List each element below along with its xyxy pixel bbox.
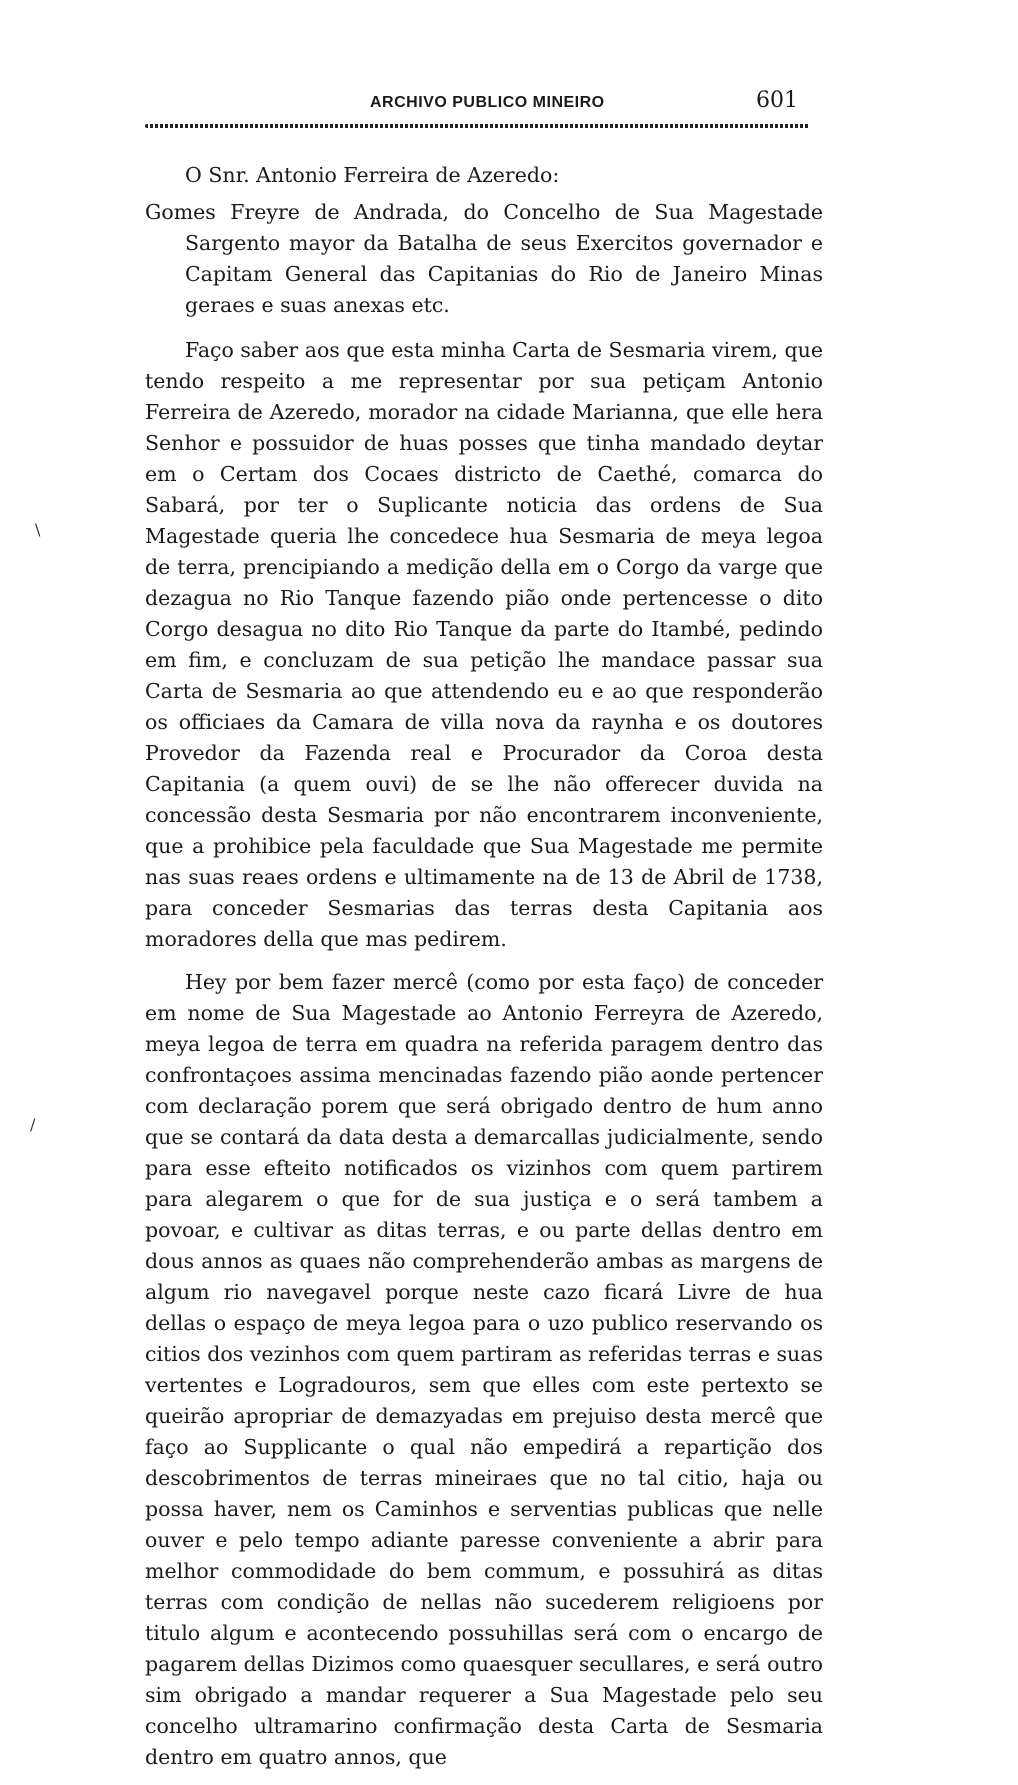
paragraph: Hey por bem fazer mercê (como por esta faço) de conceder em nome de Sua Magestade ao Antonio Ferreyra de Azeredo, meya legoa de terra em quadra na referida paragem dentro das confrontaçoes assima mencinadas fazendo pião aonde pertencer com declaração porem que será obrigado dentro de hum anno que se contará da data desta a demarcallas judicialmente, sendo para esse efteito notificados os vizinhos com quem partirem para alegarem o que for de sua justiça e o será tambem a povoar, e cultivar as ditas terras, e ou parte dellas dentro em dous annos as quaes não comprehenderão ambas as margens de algum rio navegavel porque neste cazo ficará Livre de hua dellas o espaço de meya legoa para o uzo publico reservando os citios dos vezinhos com quem partiram as referidas terras e suas vertentes e Logradouros, sem que elles com este pertexto se queirão apropriar de demazyadas em prejuiso desta mercê que faço ao Supplicante o qual não empedirá a repartição dos descobrimentos de terras mineiraes que no tal citio, haja ou possa haver, nem os Caminhos e serventias publicas que nelle ouver e pelo tempo adiante paresse conveniente a abrir para melhor commodidade do bem commum, e possuhirá as ditas terras com condição de nellas não sucederem religioens por titulo algum e acontecendo possuhillas será com o encargo de pagarem dellas Dizimos como quaesquer secullares, e será outro sim obrigado a mandar requerer a Sua Magestade pelo seu concelho ultramarino confirmação desta Carta de Sesmaria dentro em quatro annos, que	[145, 970, 823, 1769]
document-body	[145, 160, 823, 1785]
running-head: ARCHIVO PUBLICO MINEIRO	[370, 94, 605, 111]
header-rule	[145, 124, 810, 128]
page-number: 601	[756, 88, 798, 113]
paragraph: Faço saber aos que esta minha Carta de Sesmaria virem, que tendo respeito a me representar por sua petiçam Antonio Ferreira de Azeredo, morador na cidade Marianna, que elle hera Senhor e possuidor de huas posses que tinha mandado deytar em o Certam dos Cocaes districto de Caethé, comarca do Sabará, por ter o Suplicante noticia das ordens de Sua Magestade queria lhe concedece hua Sesmaria de meya legoa de terra, prencipiando a medição della em o Corgo da varge que dezagua no Rio Tanque fazendo pião onde pertencesse o dito Corgo desagua no dito Rio Tanque da parte do Itambé, pedindo em fim, e concluzam de sua petição lhe mandace passar sua Carta de Sesmaria ao que attendendo eu e ao que responderão os officiaes da Camara de villa nova da raynha e os doutores Provedor da Fazenda real e Procurador da Coroa desta Capitania (a quem ouvi) de se lhe não offerecer duvida na concessão desta Sesmaria por não encontrarem inconveniente, que a prohibice pela faculdade que Sua Magestade me permite nas suas reaes ordens e ultimamente na de 13 de Abril de 1738, para conceder Sesmarias das terras desta Capitania aos moradores della que mas pedirem.	[145, 338, 823, 951]
page-header	[145, 88, 810, 128]
margin-tick-mark: /	[30, 1115, 36, 1134]
issuer-heading: Gomes Freyre de Andrada, do Concelho de Sua Magestade Sargento mayor da Batalha de seus Exercitos governador e Capitam General das Capitanias do Rio de Janeiro Minas geraes e suas anexas etc.	[145, 200, 823, 317]
salutation: O Snr. Antonio Ferreira de Azeredo:	[185, 163, 560, 187]
margin-tick-mark: \	[35, 520, 41, 539]
